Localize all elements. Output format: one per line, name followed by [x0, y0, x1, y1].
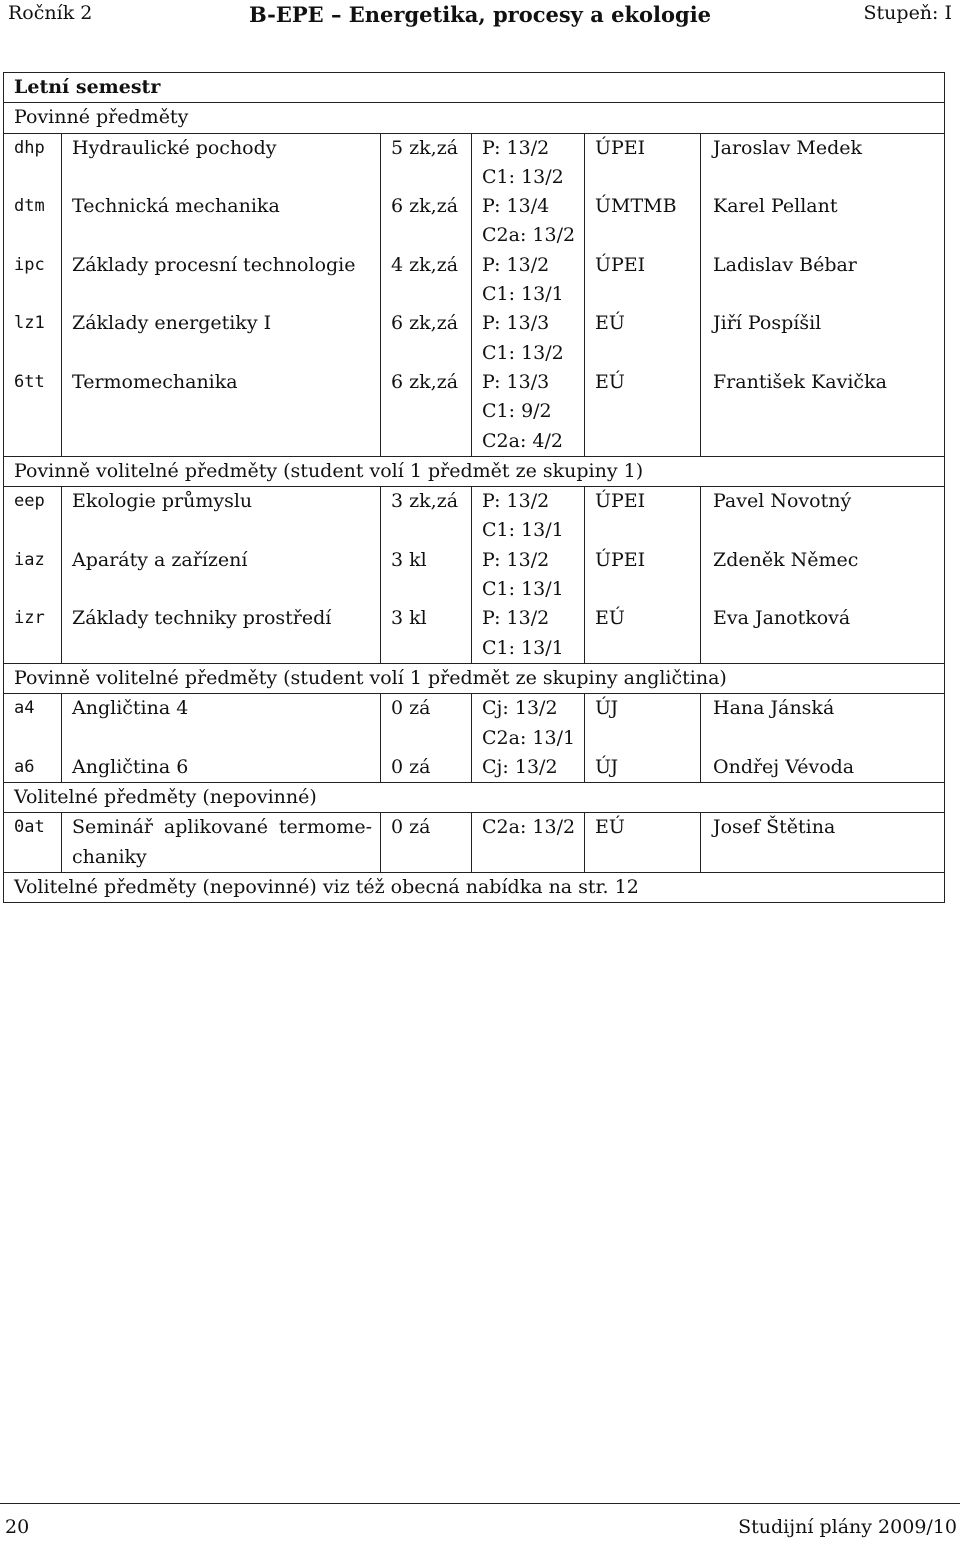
course-hours [472, 753, 585, 783]
course-hours [472, 813, 585, 873]
header-programme-title: B-EPE – Energetika, procesy a ekologie [248, 2, 712, 27]
course-department: ÚJ [585, 753, 701, 783]
course-credits: 3 zk,zá [381, 487, 472, 546]
course-teacher: Ladislav Bébar [713, 253, 857, 276]
course-hours-line: P: 13/2 [482, 607, 550, 630]
course-teacher: Jiří Pospíšil [713, 312, 822, 335]
section-heading: Povinné předměty [4, 103, 945, 133]
course-department: ÚPEI [585, 251, 701, 310]
footer-rule [0, 1503, 960, 1504]
footer-title: Studijní plány 2009/10 [738, 1516, 957, 1538]
course-credits: 3 kl [381, 546, 472, 605]
section-heading-row [4, 783, 945, 813]
course-credits: 6 zk,zá [381, 309, 472, 368]
course-row [4, 192, 945, 251]
closing-note-row [4, 873, 945, 903]
course-hours [472, 604, 585, 663]
course-code: dhp [4, 133, 62, 192]
course-hours-line: P: 13/2 [482, 490, 550, 513]
course-credits: 0 zá [381, 813, 472, 873]
course-hours-line: C1: 9/2 [482, 400, 552, 423]
course-row [4, 368, 945, 456]
course-name-line: chaniky [72, 845, 147, 868]
section-heading-row [4, 456, 945, 486]
course-hours-line: P: 13/2 [482, 253, 550, 276]
course-department: EÚ [585, 813, 701, 873]
page-footer [5, 1516, 957, 1542]
course-name-line: Seminář aplikované termome- [72, 816, 372, 839]
curriculum-table [3, 72, 945, 903]
course-hours-line: C1: 13/1 [482, 578, 564, 601]
course-code: dtm [4, 192, 62, 251]
course-credits: 6 zk,zá [381, 192, 472, 251]
course-teacher: Eva Janotková [713, 607, 851, 630]
course-code: ipc [4, 251, 62, 310]
course-name: Hydraulické pochody [62, 133, 381, 192]
closing-note: Volitelné předměty (nepovinné) viz též obecná nabídka na str. 12 [4, 873, 945, 903]
course-name [62, 813, 381, 873]
header-year: Ročník 2 [8, 2, 93, 24]
course-row [4, 251, 945, 310]
course-hours [472, 368, 585, 456]
course-hours-line: C2a: 13/1 [482, 726, 576, 749]
section-heading: Volitelné předměty (nepovinné) [4, 783, 945, 813]
course-row [4, 604, 945, 663]
course-name: Základy techniky prostředí [62, 604, 381, 663]
course-code: a4 [4, 694, 62, 753]
semester-heading: Letní semestr [4, 73, 945, 103]
section-heading: Povinně volitelné předměty (student volí 1 předmět ze skupiny angličtina) [4, 663, 945, 693]
course-code: eep [4, 487, 62, 546]
section-heading-row [4, 103, 945, 133]
course-hours-line: P: 13/2 [482, 136, 550, 159]
header-level: Stupeň: I [863, 2, 952, 24]
course-hours-line: C2a: 13/2 [482, 816, 576, 839]
course-code: izr [4, 604, 62, 663]
section-heading-row [4, 663, 945, 693]
course-department: EÚ [585, 368, 701, 456]
course-department: ÚJ [585, 694, 701, 753]
course-teacher: Jaroslav Medek [713, 136, 863, 159]
course-hours-line: P: 13/3 [482, 370, 550, 393]
course-teacher: František Kavička [713, 370, 887, 393]
course-teacher: Hana Jánská [713, 697, 835, 720]
footer-page-number: 20 [5, 1516, 30, 1538]
course-hours-line: P: 13/2 [482, 548, 550, 571]
course-teacher: Ondřej Vévoda [713, 755, 855, 778]
course-code: lz1 [4, 309, 62, 368]
course-code: iaz [4, 546, 62, 605]
course-hours-line: Cj: 13/2 [482, 755, 558, 778]
course-teacher: Pavel Novotný [713, 490, 852, 513]
course-credits: 0 zá [381, 694, 472, 753]
course-name: Angličtina 6 [62, 753, 381, 783]
course-name: Základy procesní technologie [62, 251, 381, 310]
course-row [4, 487, 945, 546]
course-row [4, 309, 945, 368]
course-department: ÚPEI [585, 546, 701, 605]
course-hours-line: C1: 13/2 [482, 165, 564, 188]
course-hours-line: C1: 13/1 [482, 519, 564, 542]
course-credits: 3 kl [381, 604, 472, 663]
course-credits: 6 zk,zá [381, 368, 472, 456]
course-credits: 4 zk,zá [381, 251, 472, 310]
course-department: EÚ [585, 309, 701, 368]
course-row [4, 133, 945, 192]
course-row [4, 753, 945, 783]
course-hours-line: C1: 13/2 [482, 341, 564, 364]
course-department: ÚPEI [585, 133, 701, 192]
course-hours [472, 487, 585, 546]
course-hours [472, 546, 585, 605]
course-department: EÚ [585, 604, 701, 663]
course-credits: 0 zá [381, 753, 472, 783]
course-hours-line: C1: 13/1 [482, 636, 564, 659]
course-hours [472, 192, 585, 251]
course-hours-line: P: 13/3 [482, 312, 550, 335]
course-name: Ekologie průmyslu [62, 487, 381, 546]
course-code: 6tt [4, 368, 62, 456]
course-credits: 5 zk,zá [381, 133, 472, 192]
course-hours-line: C2a: 13/2 [482, 224, 576, 247]
semester-heading-row [4, 73, 945, 103]
course-row [4, 694, 945, 753]
course-name: Základy energetiky I [62, 309, 381, 368]
course-hours-line: Cj: 13/2 [482, 697, 558, 720]
course-hours-line: P: 13/4 [482, 195, 550, 218]
section-heading: Povinně volitelné předměty (student volí 1 předmět ze skupiny 1) [4, 456, 945, 486]
course-hours-line: C1: 13/1 [482, 283, 564, 306]
course-name: Angličtina 4 [62, 694, 381, 753]
course-teacher: Josef Štětina [713, 816, 836, 839]
course-name: Aparáty a zařízení [62, 546, 381, 605]
course-teacher: Zdeněk Němec [713, 548, 859, 571]
course-department: ÚPEI [585, 487, 701, 546]
course-hours-line: C2a: 4/2 [482, 429, 563, 452]
course-teacher: Karel Pellant [713, 195, 838, 218]
page-header [8, 0, 952, 28]
course-code: a6 [4, 753, 62, 783]
course-row [4, 546, 945, 605]
course-hours [472, 694, 585, 753]
course-hours [472, 309, 585, 368]
course-department: ÚMTMB [585, 192, 701, 251]
course-hours [472, 251, 585, 310]
course-code: 0at [4, 813, 62, 873]
course-row [4, 813, 945, 873]
course-hours [472, 133, 585, 192]
course-name: Technická mechanika [62, 192, 381, 251]
course-name: Termomechanika [62, 368, 381, 456]
